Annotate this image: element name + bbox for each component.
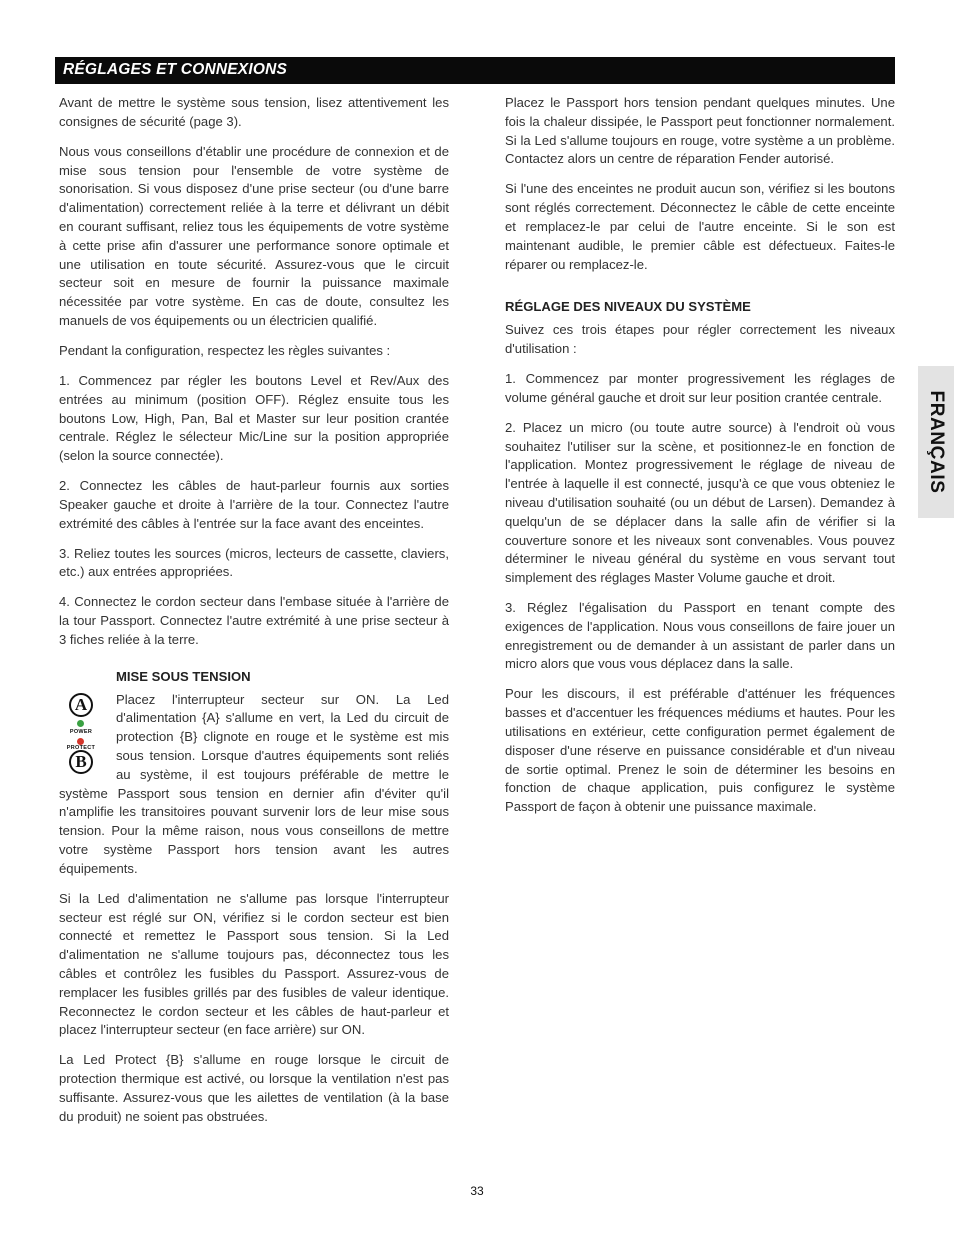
step-1-paragraph: 1. Commencez par monter progressivement les réglages de volume général gauche et droit sur leur position crantée centrale. xyxy=(505,370,895,405)
paragraph: La Led Protect {B} s'allume en rouge lorsque le circuit de protection thermique est activé, ou lorsque la ventilation n'est pas suffisante. Assurez-vous que les ailettes de ventilation (à la base du produit) ne soient pas obstruées. xyxy=(59,1052,449,1124)
step-1-paragraph: 1. Commencez par régler les boutons Level et Rev/Aux des entrées au minimum (position OFF). Réglez ensuite tous les boutons Low, High, Pan, Bal et Master sur leur position crantée centrale. Réglez le sélecteur Mic/Line sur la position appropriée (selon la source connectée). xyxy=(59,372,449,464)
step-3-paragraph: 3. Reliez toutes les sources (micros, lecteurs de cassette, claviers, etc.) aux entrées appropriées. xyxy=(59,545,449,580)
page-number: 33 xyxy=(470,1184,484,1198)
paragraph: Si l'une des enceintes ne produit aucun son, vérifiez si les boutons sont réglés correctement. Déconnectez le câble de cette enceinte et remplacez-le par celui de l'autre enceinte. Si le son est maintenant audible, le premier câble est défectueux. Faites-le réparer ou remplacez-le. xyxy=(505,181,895,272)
led-b-icon: B xyxy=(69,750,93,774)
protect-led-label: PROTECT xyxy=(66,744,96,751)
paragraph: Placez l'interrupteur secteur sur ON. La Led d'alimentation {A} s'allume en vert, la Led du circuit de protection {B} clignote en rouge et le système est mis sous tension. Lorsque d'autres équipements sont reliés au système, il est toujours préférable de mettre le système Passport sous tension en dernier afin d'éviter qu'il n'amplifie les transitoires pouvant survenir lors de leur mise sous tension. Pour la même raison, nous vous conseillons de mettre votre système Passport hors tension avant les autres équipements. xyxy=(59,691,449,876)
language-tab-label: FRANÇAIS xyxy=(926,390,947,494)
mise-sous-tension-block xyxy=(59,691,449,1127)
paragraph: Si la Led d'alimentation ne s'allume pas lorsque l'interrupteur secteur est réglé sur ON, vérifiez si le cordon secteur est bien connecté et remettez le Passport sous tension. Si la Led d'alimentation ne s'allume toujours pas, déconnectez tous les câbles et contrôlez les fusibles du Passport. Assurez-vous de remplacer les fusibles grillés par des fusibles de valeur identique. Reconnectez le cordon secteur et les câbles de haut-parleur et placez l'interrupteur secteur (en face arrière) sur ON. xyxy=(59,890,449,1038)
led-a-icon: A xyxy=(69,693,93,717)
led-indicator-diagram xyxy=(59,691,107,775)
mise-sous-tension-heading: MISE SOUS TENSION xyxy=(116,668,251,684)
language-side-tab xyxy=(918,366,954,518)
paragraph: Placez le Passport hors tension pendant quelques minutes. Une fois la chaleur dissipée, le Passport peut fonctionner normalement. Si la Led s'allume toujours en rouge, votre système a un problème. Contactez alors un centre de réparation Fender autorisé. xyxy=(505,95,895,167)
power-led-icon xyxy=(77,720,84,727)
step-2-paragraph: 2. Placez un micro (ou toute autre source) à l'endroit où vous souhaitez l'utiliser sur la scène, et positionnez-le en fonction de l'application. Montez progressivement le réglage de niveau de l'entrée à laquelle il est connecté, jusqu'à ce que vous obteniez le niveau d'utilisation souhaité (ou un début de Larsen). Demandez à quelqu'un de se déplacer dans la salle afin de vérifier si la couverture sonore et les niveaux sont convenables. Vous pouvez déterminer le niveau général du système en vous servant tout simplement des réglages Master Volume gauche et droit. xyxy=(505,419,895,586)
paragraph: Avant de mettre le système sous tension, lisez attentivement les consignes de sécurité (page 3). xyxy=(59,95,449,129)
power-led-label: POWER xyxy=(69,728,93,735)
left-column xyxy=(59,94,449,1138)
paragraph: Suivez ces trois étapes pour régler correctement les niveaux d'utilisation : xyxy=(505,322,895,356)
section-title: RÉGLAGES ET CONNEXIONS xyxy=(63,61,288,78)
protect-led-icon xyxy=(77,738,84,745)
paragraph: Nous vous conseillons d'établir une procédure de connexion et de mise sous tension pour l'ensemble de votre système de sonorisation. Si vous disposez d'une prise secteur (ou d'une barre d'alimentation) correctement reliée à la terre et délivrant un débit en courant suffisant, reliez tous les équipements de votre système à cette prise afin d'assurer une performance sonore optimale et une utilisation en toute sécurité. Assurez-vous que le circuit secteur soit en mesure de fournir la puissance maximale nécessitée par votre système. En cas de doute, consultez les manuels de vos équipements ou un électricien qualifié. xyxy=(59,143,449,328)
reglage-heading: RÉGLAGE DES NIVEAUX DU SYSTÈME xyxy=(505,299,751,315)
step-4-paragraph: 4. Connectez le cordon secteur dans l'embase située à l'arrière de la tour Passport. Connectez l'autre extrémité à une prise secteur à 3 fiches reliée à la terre. xyxy=(59,594,449,648)
step-3-paragraph: 3. Réglez l'égalisation du Passport en tenant compte des exigences de l'application. Nous vous conseillons de faire jouer un enregistrement ou de demander à un assistant de parler dans un micro alors que vous vous déplacez dans la salle. xyxy=(505,600,895,672)
right-column xyxy=(505,94,895,828)
paragraph: Pendant la configuration, respectez les règles suivantes : xyxy=(59,342,391,358)
section-header-bar xyxy=(55,57,895,84)
paragraph: Pour les discours, il est préférable d'atténuer les fréquences basses et d'accentuer les fréquences médiums et hautes. Pour les utilisations en extérieur, cette configuration permet également de disposer d'une réserve en puissance considérable et d'un niveau de sortie optimal. Prenez le soin de déterminer les besoins en fonction de chaque application, puis configurez le système Passport de façon à obtenir une puissance maximale. xyxy=(505,686,895,815)
step-2-paragraph: 2. Connectez les câbles de haut-parleur fournis aux sorties Speaker gauche et droite à l'arrière de la tour. Connectez l'autre extrémité des câbles à l'entrée sur la face avant des enceintes. xyxy=(59,478,449,531)
